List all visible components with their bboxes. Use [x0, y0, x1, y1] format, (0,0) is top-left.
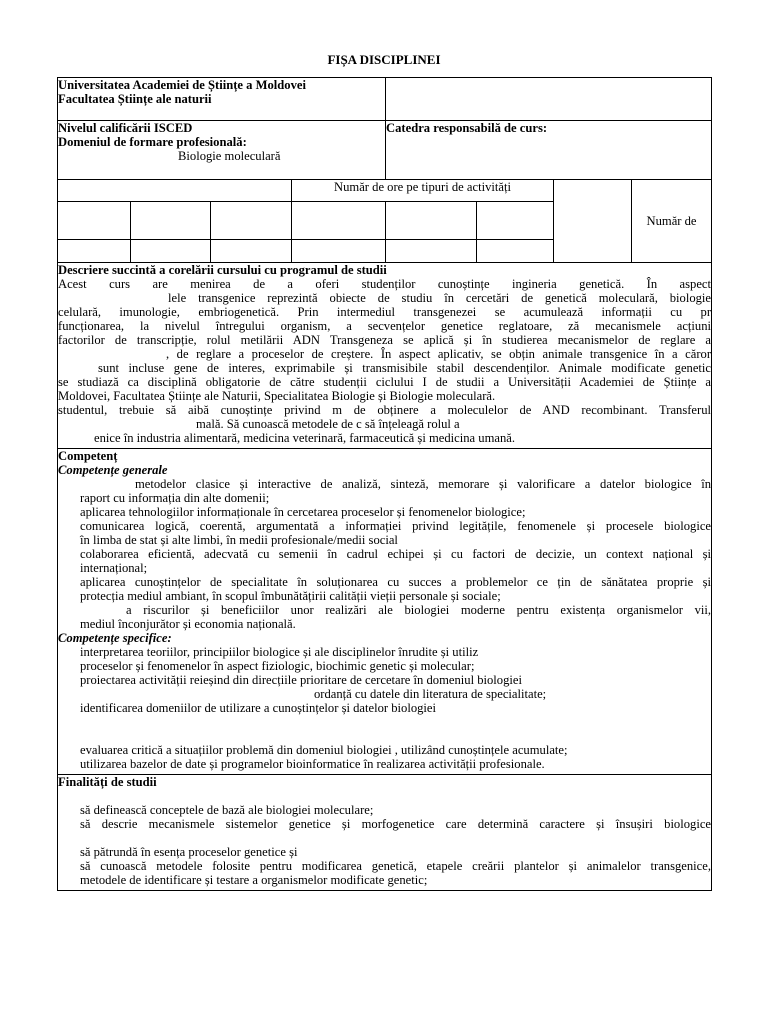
hours-value-cell — [477, 240, 554, 263]
discipline-form — [57, 77, 712, 891]
description-line: celulară, imunologie, embriogenetică. Prin intermediul transgenezei se acumulează informații cu pr — [58, 305, 712, 319]
general-competence-line: aplicarea cunoștințelor de specialitate în soluționarea cu succes a problemelor ce țin de sănătatea proprie și — [80, 575, 712, 589]
hours-by-activity-header: Număr de ore pe tipuri de activități — [292, 180, 554, 202]
description-line: Acest curs are menirea de a oferi studenților cunoștințe ingineria genetică. În aspect — [58, 277, 712, 291]
competences-section — [58, 449, 712, 775]
institution-cell — [58, 78, 386, 121]
description-line: Moldovei, Facultatea Științe ale Naturii, Specialitatea Biologie și Biologie moleculară. — [58, 389, 496, 403]
outcome-item: să cunoască metodele folosite pentru modificarea genetică, etapele creării plantelor și animalelor transgenice, — [80, 859, 712, 873]
description-title: Descriere succintă a corelării cursului cu programul de studii — [58, 263, 387, 277]
hours-blank-col — [554, 180, 632, 263]
general-competence-line: metodelor clasice și interactive de analiză, sinteză, memorare și valorificare a datelor biologice în — [135, 477, 712, 491]
department-label: Catedra responsabilă de curs: — [386, 121, 712, 180]
description-line: mală. Să cunoască metodele de c să înțeleagă rolul a — [196, 417, 460, 431]
outcome-item: metodele de identificare și testare a organismelor modificate genetic; — [80, 873, 428, 887]
specific-competence-line: interpretarea teoriilor, principiilor biologice și ale disciplinelor înrudite și utiliz — [80, 645, 479, 659]
hours-value-cell — [131, 240, 211, 263]
general-competence-line: colaborarea eficientă, adecvată cu semenii în cadrul echipei și cu factori de decizie, un context național și — [80, 547, 712, 561]
general-competence-line: în limba de stat și alte limbi, în medii profesionale/medii social — [80, 533, 398, 547]
description-line: se studiază ca disciplină obligatorie de către studenții ciclului I de studii a Universității Academiei de Științe a — [58, 375, 712, 389]
specific-competence-line: proceselor și fenomenelor în aspect fiziologic, biochimic genetic și molecular; — [80, 659, 475, 673]
description-line: funcționarea, la nivelul întregului organism, a secvențelor genetice reglatoare, ză mecanismele acțiuni — [58, 319, 712, 333]
general-competence-line: a riscurilor și beneficiilor unor realizări ale biologiei moderne pentru existența organismelor vii, — [126, 603, 712, 617]
general-competence-line: raport cu informația din alte domenii; — [80, 491, 270, 505]
general-competence-line: internațional; — [80, 561, 148, 575]
hours-value-cell — [58, 240, 131, 263]
blank-line — [58, 831, 711, 845]
training-domain-value: Biologie moleculară — [178, 149, 281, 163]
competences-title: Competenț — [58, 449, 118, 463]
specific-competence-line: evaluarea critică a situațiilor problemă din domeniul biologiei , utilizând cunoștințele acumulate; — [80, 743, 568, 757]
outcome-item: să descrie mecanismele sistemelor genetice și morfogenetice care determină caractere și însușiri biologice — [80, 817, 712, 831]
hours-cell — [131, 202, 211, 240]
university-name: Universitatea Academiei de Științe a Moldovei — [58, 78, 306, 92]
hours-value-cell — [211, 240, 292, 263]
hours-cell — [292, 202, 386, 240]
hours-value-cell — [292, 240, 386, 263]
general-competence-line: comunicarea logică, coerentă, argumentată a informației privind legitățile, fenomenele și procesele biologice — [80, 519, 712, 533]
description-line: studentul, trebuie să aibă cunoștințe privind m de obținere a moleculelor de AND recombinant. Transferul — [58, 403, 712, 417]
description-line: , de reglare a proceselor de creștere. În aspect aplicativ, se obțin animale transgenice în a căror — [166, 347, 712, 361]
hours-cell — [211, 202, 292, 240]
training-domain-label: Domeniul de formare profesională: — [58, 135, 247, 149]
general-competence-line: protecția mediul ambiant, în scopul îmbunătățirii calității vieții personale și sociale; — [80, 589, 501, 603]
outcome-item: să definească conceptele de bază ale biologiei moleculare; — [80, 803, 374, 817]
course-description-section — [58, 263, 712, 449]
page-title: FIȘA DISCIPLINEI — [327, 52, 441, 67]
general-competence-line: mediul înconjurător și economia națională. — [80, 617, 296, 631]
outcome-item: să pătrundă în esența proceselor genetice și — [80, 845, 298, 859]
specific-competence-line: ordanță cu datele din literatura de specialitate; — [314, 687, 547, 701]
isced-level-label: Nivelul calificării ISCED — [58, 121, 193, 135]
hours-cell — [477, 202, 554, 240]
description-line: factorilor de transcripție, rolul metilării ADN Transgeneza se aplică și în studierea mecanismelor de reglare a — [58, 333, 712, 347]
general-competence-line: aplicarea tehnologiilor informaționale în cercetarea proceselor și fenomenelor biologice; — [80, 505, 526, 519]
blank-line — [58, 715, 711, 729]
faculty-name: Facultatea Științe ale naturii — [58, 92, 212, 106]
hours-cell — [386, 202, 477, 240]
outcomes-title: Finalități de studii — [58, 775, 157, 789]
hours-cell — [58, 202, 131, 240]
study-outcomes-section — [58, 775, 712, 891]
institution-empty-cell — [386, 78, 712, 121]
description-line: lele transgenice reprezintă obiecte de studiu în cercetări de genetică moleculară, biologie — [168, 291, 712, 305]
specific-competence-line: proiectarea activității reieșind din direcțiile prioritare de cercetare în domeniul biologiei — [80, 673, 522, 687]
blank-line — [58, 729, 711, 743]
description-line: enice în industria alimentară, medicina veterinară, farmaceutică și medicina umană. — [94, 431, 515, 445]
general-competences-title: Competențe generale — [58, 463, 168, 477]
specific-competences-title: Competențe specifice: — [58, 631, 172, 645]
qualification-cell — [58, 121, 386, 180]
hours-blank-left — [58, 180, 292, 202]
hours-value-cell — [386, 240, 477, 263]
blank-line — [58, 789, 711, 803]
description-line: sunt incluse gene de interes, exprimabile și transmisibile stabil descendenților. Animale modificate genetic — [98, 361, 712, 375]
specific-competence-line: identificarea domeniilor de utilizare a cunoștințelor și datelor biologiei — [80, 701, 437, 715]
number-of-header: Număr de — [632, 180, 712, 263]
specific-competence-line: utilizarea bazelor de date și programelor bioinformatice în realizarea activității profesionale. — [80, 757, 545, 771]
